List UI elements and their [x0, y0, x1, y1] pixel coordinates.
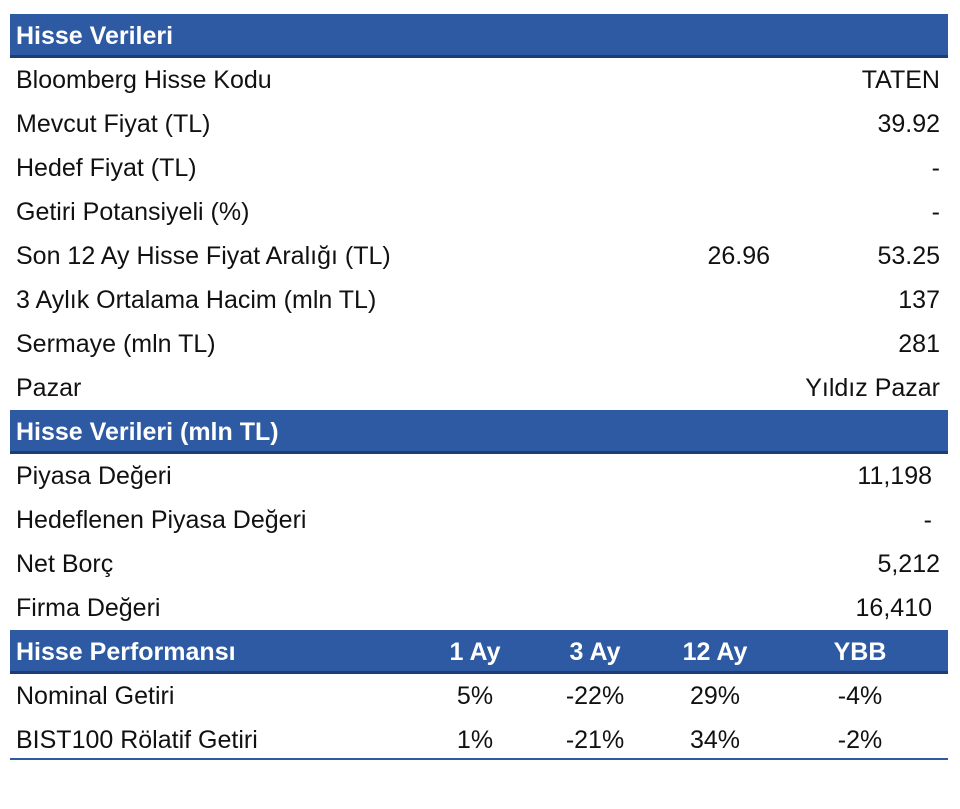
column-header: 1 Ay — [449, 638, 501, 666]
table-row — [10, 58, 948, 102]
cell-3ay: -22% — [565, 682, 625, 710]
column-header: 12 Ay — [682, 638, 748, 666]
table-row — [10, 366, 948, 410]
row-value: 16,410 — [855, 594, 932, 622]
table-row — [10, 454, 948, 498]
row-value: TATEN — [861, 66, 940, 94]
row-value: - — [923, 506, 932, 534]
row-label: Firma Değeri — [16, 594, 161, 622]
section-title: Hisse Performansı — [16, 638, 236, 666]
row-value: - — [931, 154, 940, 182]
column-header: 3 Ay — [569, 638, 621, 666]
row-label: Net Borç — [16, 550, 114, 578]
row-label: Nominal Getiri — [16, 682, 175, 710]
section-header-hisse-verileri-mln — [10, 410, 948, 454]
column-header: YBB — [833, 638, 887, 666]
cell-12ay: 34% — [689, 726, 741, 754]
cell-ybb: -2% — [837, 726, 883, 754]
cell-1ay: 1% — [456, 726, 494, 754]
cell-12ay: 29% — [689, 682, 741, 710]
row-label: Son 12 Ay Hisse Fiyat Aralığı (TL) — [16, 242, 391, 270]
row-label: Hedeflenen Piyasa Değeri — [16, 506, 307, 534]
cell-1ay: 5% — [456, 682, 494, 710]
table-row — [10, 234, 948, 278]
row-value: Yıldız Pazar — [805, 374, 940, 402]
row-label: Pazar — [16, 374, 82, 402]
row-value: - — [931, 198, 940, 226]
table-row — [10, 586, 948, 630]
row-value-low: 26.96 — [707, 242, 770, 270]
table-row — [10, 102, 948, 146]
row-label: Piyasa Değeri — [16, 462, 172, 490]
row-label: BIST100 Rölatif Getiri — [16, 726, 258, 754]
section-title: Hisse Verileri — [16, 22, 174, 50]
row-value: 11,198 — [857, 462, 932, 490]
row-value: 39.92 — [877, 110, 940, 138]
row-label: Bloomberg Hisse Kodu — [16, 66, 272, 94]
table-row — [10, 542, 948, 586]
table-row — [10, 278, 948, 322]
table-row — [10, 674, 948, 718]
table-row — [10, 146, 948, 190]
cell-3ay: -21% — [565, 726, 625, 754]
row-label: Mevcut Fiyat (TL) — [16, 110, 211, 138]
table-row — [10, 322, 948, 366]
row-value: 5,212 — [877, 550, 940, 578]
stock-data-table — [10, 14, 948, 762]
table-row — [10, 498, 948, 542]
section-header-hisse-performansi — [10, 630, 948, 674]
table-row — [10, 718, 948, 762]
row-value: 281 — [898, 330, 940, 358]
section-title: Hisse Verileri (mln TL) — [16, 418, 279, 446]
row-label: Getiri Potansiyeli (%) — [16, 198, 250, 226]
row-label: Hedef Fiyat (TL) — [16, 154, 197, 182]
cell-ybb: -4% — [837, 682, 883, 710]
row-value: 53.25 — [877, 242, 940, 270]
section-header-hisse-verileri — [10, 14, 948, 58]
row-label: 3 Aylık Ortalama Hacim (mln TL) — [16, 286, 377, 314]
row-value: 137 — [898, 286, 940, 314]
table-bottom-border — [10, 758, 948, 760]
table-row — [10, 190, 948, 234]
row-label: Sermaye (mln TL) — [16, 330, 216, 358]
